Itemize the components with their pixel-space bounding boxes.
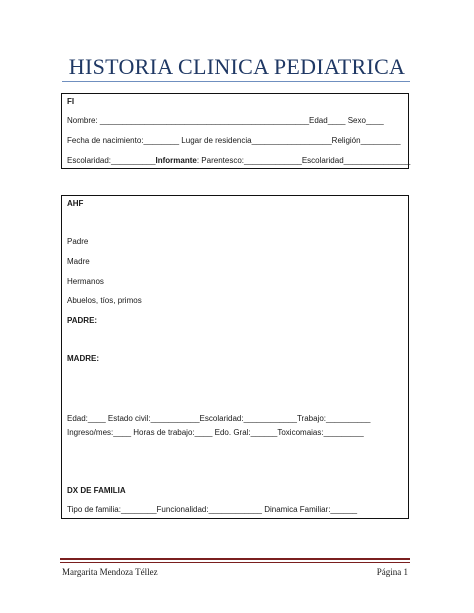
padre-heading: PADRE: [67,316,98,325]
footer-rule-thin [60,562,410,563]
page-title: HISTORIA CLINICA PEDIATRICA [68,54,406,79]
nombre-line: Nombre: _______________________________________________Edad____ Sexo____ [67,116,384,125]
footer-rule-thick [60,558,410,560]
madre-label: Madre [67,257,90,266]
ingreso-line: Ingreso/mes:____ Horas de trabajo:____ Edo. Gral:______Toxicomaias:_________ [67,428,364,437]
ahf-heading: AHF [67,199,84,208]
dx-familia-heading: DX DE FAMILIA [67,486,126,495]
nacimiento-line: Fecha de nacimiento:________ Lugar de residencia__________________Religión_________ [67,136,401,145]
fi-section [61,93,409,169]
hermanos-label: Hermanos [67,277,104,286]
title-underline [62,81,410,82]
escolaridad-suffix: : Parentesco:_____________Escolaridad_______________ [196,156,411,165]
escolaridad-line [67,156,410,165]
madre-heading: MADRE: [67,354,99,363]
fi-heading: FI [67,97,75,106]
ahf-section [61,195,409,519]
footer-page-number: Página 1 [376,567,408,577]
escolaridad-prefix: Escolaridad:__________ [67,156,156,165]
abuelos-label: Abuelos, tíos, primos [67,296,142,305]
informante-label: Informante [155,156,197,165]
edad-line: Edad:____ Estado civil:___________Escolaridad:____________Trabajo:__________ [67,414,371,423]
footer-author: Margarita Mendoza Téllez [62,567,158,577]
tipo-familia-line: Tipo de familia:________Funcionalidad:____________ Dinamica Familiar:______ [67,505,358,514]
padre-label: Padre [67,237,89,246]
